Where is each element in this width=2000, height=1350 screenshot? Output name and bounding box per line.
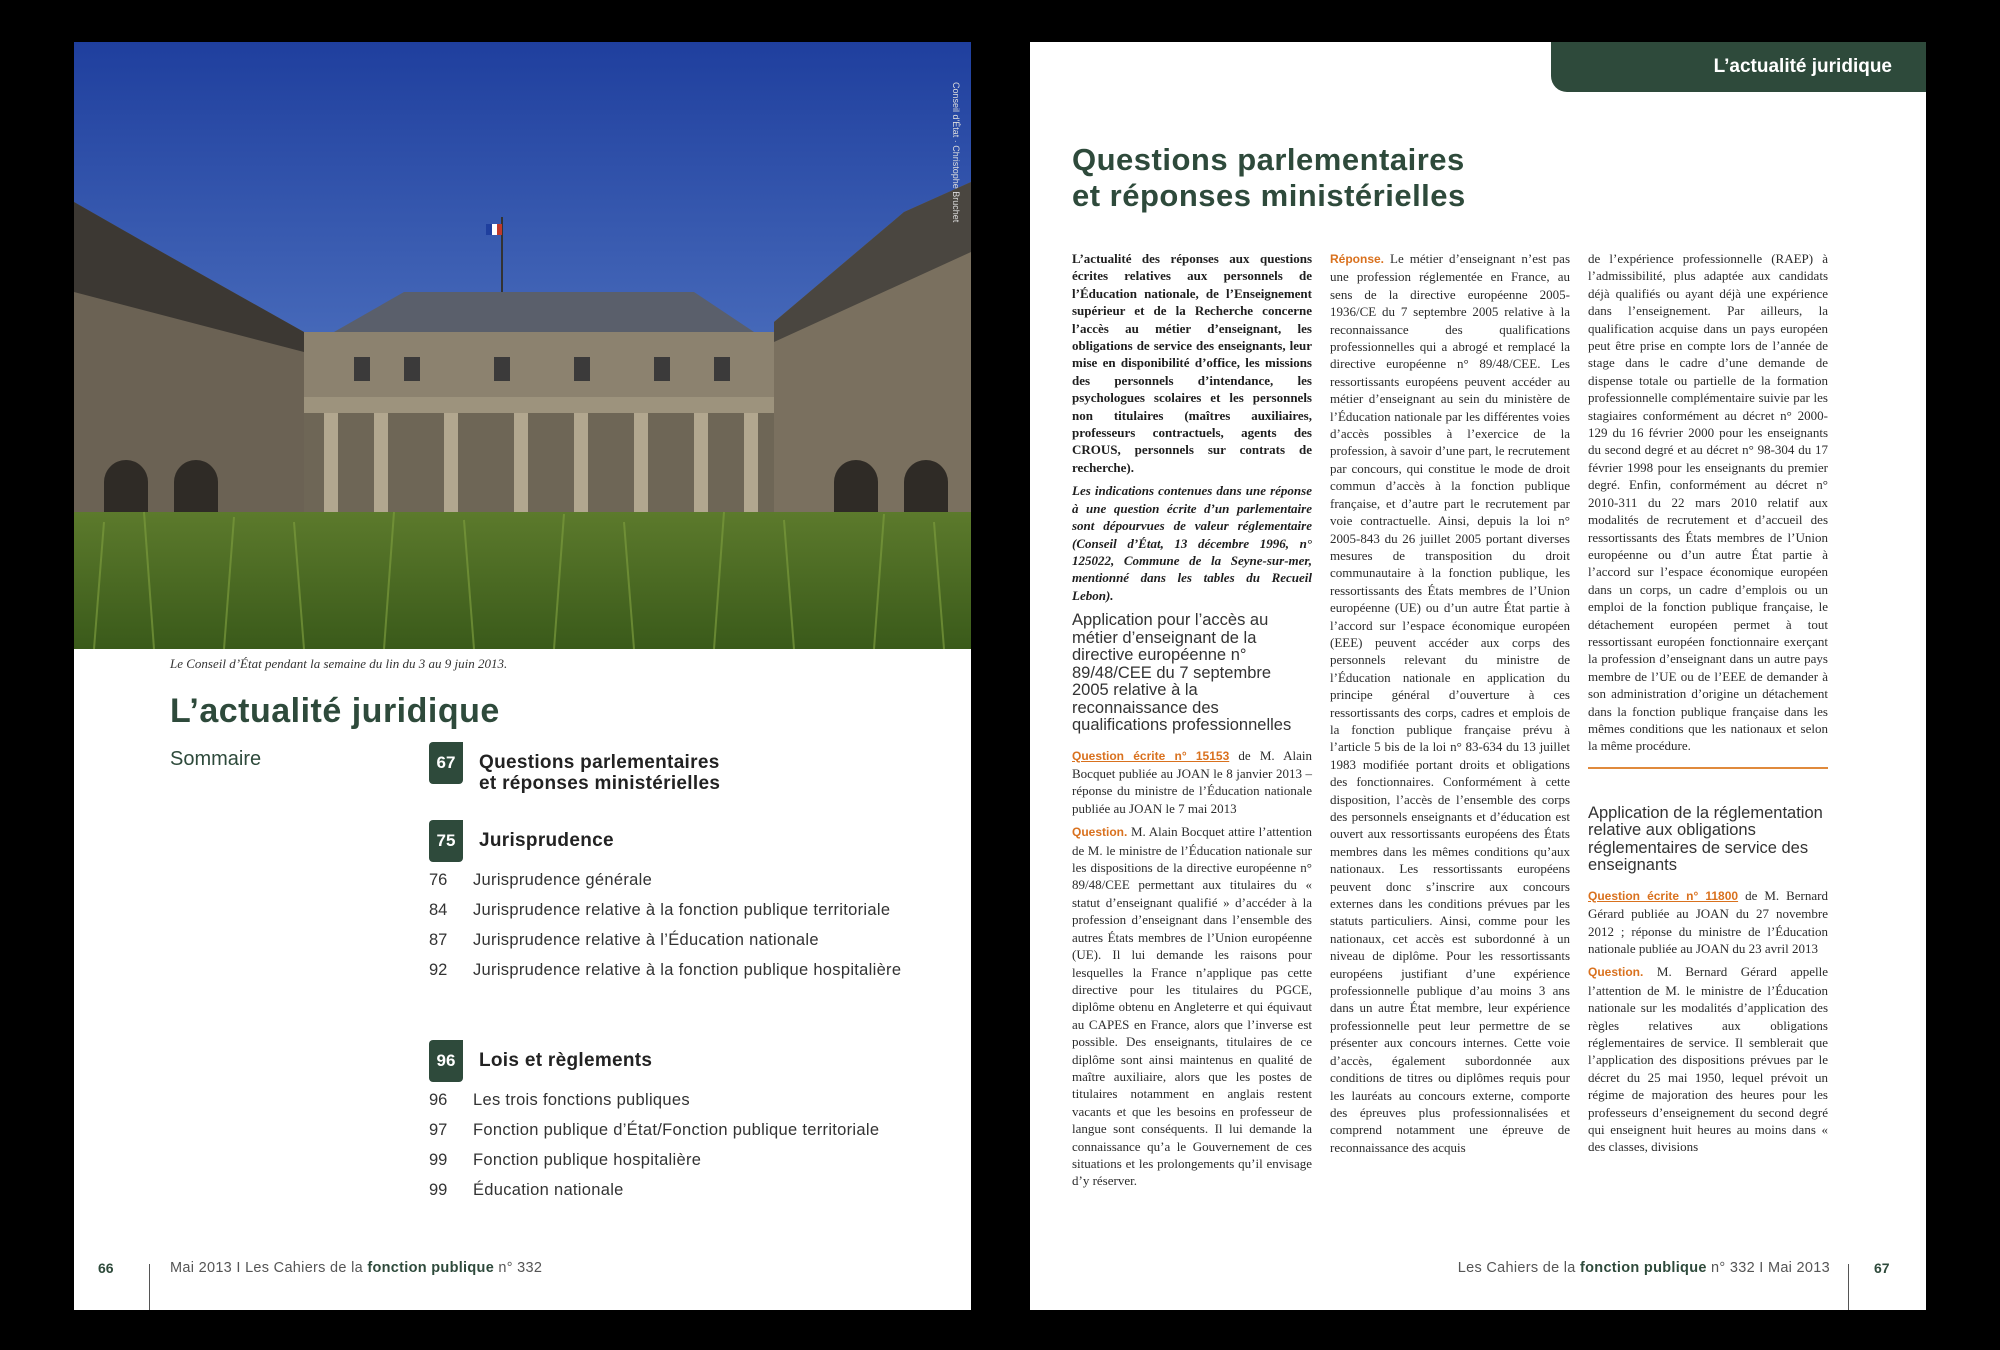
- response-continuation: de l’expérience professionnelle (RAEP) à l’admissibilité, plus adaptée aux candidats déjà qualifiés ou ayant déjà une expérience dans l’enseignement. Par ailleurs, la qualification acquise dans un pays européen peut être prise en compte lors de l’année de stage dans le cadre d’une demande de dispense totale ou partielle de la formation professionnelle complémentaire suivie par les stagiaires conformément au décret n° 2000-129 du 16 février 2000 pour les enseignants du second degré et au décret n° 98-304 du 17 février 1998 pour les enseignants du premier degré. Enfin, conformément au décret n° 2010-311 du 22 mars 2010 relatif aux modalités de recrutement et d’accueil des ressortissants des États membres de l’Union européenne ou d’un autre État partie à l’accord sur l’espace économique européen dans un corps, un cadre d’emplois ou un emploi de la fonction publique française, le détachement européen permet à tout ressortissant européen fonctionnaire exerçant la profession d’enseignant dans un autre pays membre de l’UE ou de l’EEE de demander à son administration d’origine un détachement dans la fonction publique française dans les mêmes conditions que les nationaux et selon la même procédure.: [1588, 251, 1828, 754]
- question-paragraph: Question. M. Bernard Gérard appelle l’attention de M. le ministre de l’Éducation nationale sur les modalités d’application des règles relatives aux obligations réglementaires de service. Il semblerait que l’application des dispositions prévues par le décret du 25 mai 1950, lequel prévoit un régime de majoration des heures pour les professeurs d’enseignement du second degré qui enseignent huit heures au moins dans « des classes, divisions: [1588, 964, 1828, 1155]
- legal-note: Les indications contenues dans une réponse à une question écrite d’un parlementaire sont dépourvues de valeur réglementaire (Conseil d’État, 13 décembre 1996, n° 125022, Commune de la Seyne-sur-mer, mentionné dans les tables du Recueil Lebon).: [1072, 483, 1312, 603]
- subheading: Application de la réglementation relative aux obligations réglementaires de service des enseignants: [1588, 803, 1823, 875]
- question-reference: Question écrite n° 15153 de M. Alain Bocquet publiée au JOAN le 8 janvier 2013 – réponse du ministre de l’Éducation nationale publiée au JOAN le 7 mai 2013: [1072, 747, 1312, 816]
- toc-section-title: Questions parlementaires et réponses ministérielles: [479, 752, 721, 794]
- question-paragraph: Question. M. Alain Bocquet attire l’attention de M. le ministre de l’Éducation nationale sur les dispositions de la directive européenne n° 89/48/CEE permettant aux titulaires du « statut d’enseignant qualifié » d’accéder à la profession d’enseignant dans l’ensemble des autres États membres de l’Union européenne (UE). Il lui demande les raisons pour lesquelles la France n’applique pas cette directive pour les titulaires du PGCE, diplôme obtenu en Angleterre et qui équivaut au CAPES en France, alors que l’inverse est possible. Des enseignants, titulaires de ce diplôme sont ainsi maintenus en qualité de maître auxiliaire, alors que les postes de titulaires notamment en anglais restent vacants et que les besoins en professeur de langue sont conséquents. Il lui demande la connaissance qu’a le Gouvernement de ces situations et les prolongements qu’il envisage d’y réserver.: [1072, 824, 1312, 1189]
- page-number: 67: [1874, 1260, 1890, 1276]
- photo-caption: Le Conseil d’État pendant la semaine du lin du 3 au 9 juin 2013.: [170, 656, 508, 671]
- toc-section-title: Lois et règlements: [479, 1050, 653, 1071]
- toc-item[interactable]: 99 Éducation nationale: [429, 1181, 624, 1199]
- article-title: Questions parlementaires et réponses ministérielles: [1072, 142, 1466, 213]
- question-link[interactable]: Question écrite n° 15153: [1072, 748, 1230, 763]
- toc-item[interactable]: 84 Jurisprudence relative à la fonction publique territoriale: [429, 901, 891, 919]
- question-reference: Question écrite n° 11800 de M. Bernard Gérard publiée au JOAN du 27 novembre 2012 ; réponse du ministre de l’Éducation nationale publiée au JOAN du 23 avril 2013: [1588, 887, 1828, 956]
- toc-items-lois: [429, 1092, 933, 1212]
- toc-item[interactable]: 99 Fonction publique hospitalière: [429, 1151, 702, 1169]
- intro-paragraph: L’actualité des réponses aux questions écrites relatives aux personnels de l’Éducation nationale, de l’Enseignement supérieur et de la Recherche concerne l’accès au métier d’enseignant, les obligations de service des enseignants, leur mise en disponibilité d’office, les missions des personnels d’intendance, les psychologues scolaires et les personnels non titulaires (maîtres auxiliaires, professeurs contractuels, agents des CROUS, personnels sur contrats de recherche).: [1072, 251, 1312, 475]
- footer-publication: Mai 2013 I Les Cahiers de la fonction publique n° 332: [170, 1260, 543, 1276]
- text-column-2: [1330, 250, 1570, 1162]
- footer-divider: [1848, 1264, 1849, 1310]
- photo-credit: Conseil d'État · Christophe Bruchet: [951, 82, 961, 223]
- section-divider: [1588, 767, 1828, 769]
- text-column-3: [1588, 250, 1828, 1162]
- page-number: 66: [98, 1260, 114, 1276]
- toc-section-questions[interactable]: [429, 742, 720, 794]
- question-link[interactable]: Question écrite n° 11800: [1588, 888, 1739, 903]
- conseil-etat-photo: [74, 42, 971, 649]
- right-page: [1030, 42, 1926, 1310]
- toc-section-lois[interactable]: [429, 1040, 652, 1082]
- toc-items-jurisprudence: [429, 872, 933, 992]
- toc-page-badge: 75: [429, 820, 463, 862]
- toc-item[interactable]: 87 Jurisprudence relative à l’Éducation nationale: [429, 931, 819, 949]
- section-header-band: L’actualité juridique: [1551, 42, 1926, 92]
- toc-item[interactable]: 76 Jurisprudence générale: [429, 871, 653, 889]
- toc-section-jurisprudence[interactable]: [429, 820, 614, 862]
- sommaire-label: Sommaire: [170, 748, 262, 770]
- footer-publication: Les Cahiers de la fonction publique n° 332 I Mai 2013: [1457, 1260, 1830, 1276]
- toc-page-badge: 96: [429, 1040, 463, 1082]
- subheading: Application pour l’accès au métier d’enseignant de la directive européenne n° 89/48/CEE du 7 septembre 2005 relative à la reconnaissance des qualifications professionnelles: [1072, 611, 1292, 735]
- toc-page-badge: 67: [429, 742, 463, 784]
- left-page: [74, 42, 971, 1310]
- text-column-1: [1072, 250, 1312, 1196]
- toc-section-title: Jurisprudence: [479, 830, 614, 851]
- footer-divider: [149, 1264, 150, 1310]
- section-title: L’actualité juridique: [170, 692, 500, 730]
- toc-item[interactable]: 97 Fonction publique d’État/Fonction publique territoriale: [429, 1121, 880, 1139]
- toc-item[interactable]: 96 Les trois fonctions publiques: [429, 1091, 690, 1109]
- toc-item[interactable]: 92 Jurisprudence relative à la fonction publique hospitalière: [429, 961, 902, 979]
- response-paragraph: Réponse. Le métier d’enseignant n’est pas une profession réglementée en France, au sens de la directive européenne 2005-1936/CE du 7 septembre 2005 relative à la reconnaissance des qualifications professionnelles qui a abrogé et remplacé la directive européenne n° 89/48/CEE. Les ressortissants européens peuvent accéder au métier d’enseignant au sein du ministère de l’Éducation nationale par les différentes voies d’accès possibles à l’exercice de la profession, à savoir d’une part, le recrutement par concours, qui constitue le mode de droit commun d’accès à la fonction publique française, et d’autre part le recrutement par voie contractuelle. Ainsi, depuis la loi n° 2005-843 du 26 juillet 2005 portant diverses mesures de transposition du droit communautaire à la fonction publique, les ressortissants des États membres de l’Union européenne (UE) ou d’un autre État partie à l’accord sur l’espace économique européen (EEE) peuvent accéder aux corps des personnels relevant du ministre de l’Éducation nationale en application du principe général d’ouverture à ces ressortissants des corps, cadres et emplois de la fonction publique française prévu à l’article 5 bis de la loi n° 83-634 du 13 juillet 1983 modifiée portant droits et obligations des fonctionnaires. Conformément à cette disposition, l’accès de l’ensemble des corps des personnels enseignants et d’éducation est ouvert aux ressortissants européens des États membres dans les mêmes conditions qu’aux nationaux. Les ressortissants européens peuvent donc s’inscrire aux concours externes dans les conditions prévues par les statuts particuliers. Ainsi, comme pour les nationaux, cet accès est subordonné à un niveau de diplôme. Pour les ressortissants européens justifiant d’une expérience professionnelle publique d’au moins 3 ans dans un autre État membre, leur expérience professionnelle peut leur permettre de se présenter aux concours internes. Cette voie d’accès, également subordonnée aux conditions de titres ou diplômes requis pour les lauréats au concours externe, comporte des épreuves plus professionnalisées et comprend notamment une épreuve de reconnaissance des acquis: [1330, 251, 1570, 1155]
